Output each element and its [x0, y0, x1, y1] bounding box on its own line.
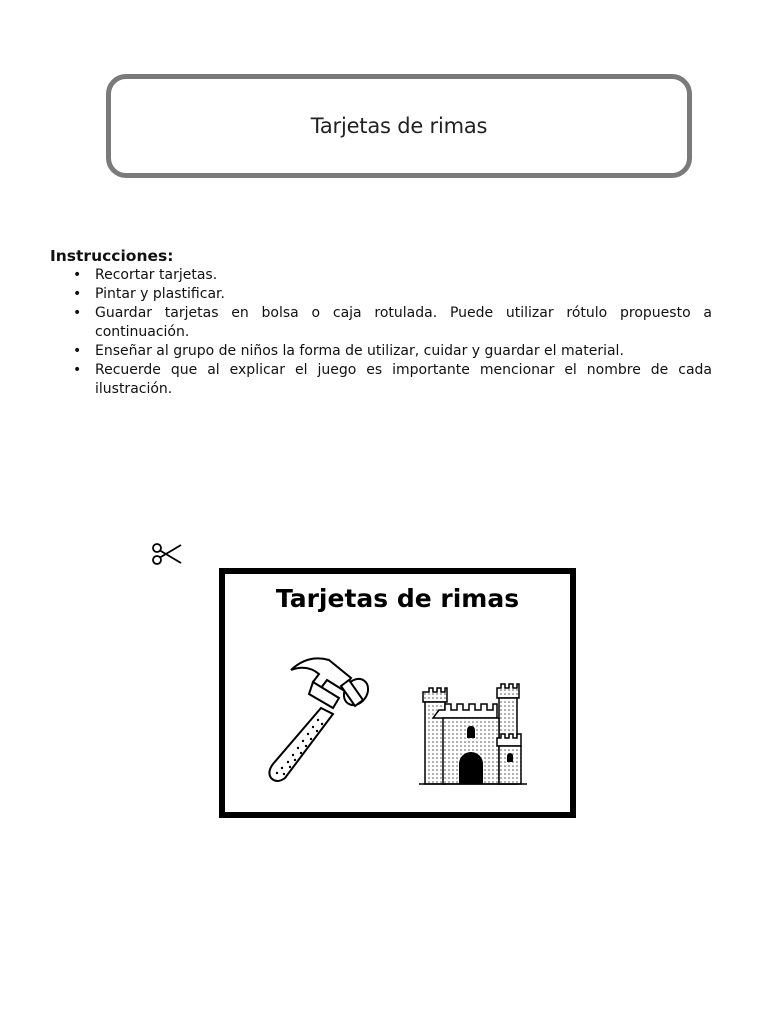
list-item: • Pintar y plastificar. [94, 285, 712, 304]
castle-icon [415, 680, 535, 790]
title-box [106, 74, 692, 178]
list-item: • Guardar tarjetas en bolsa o caja rotulada. Puede utilizar rótulo propuesto a continuación. [94, 304, 712, 342]
label-card [219, 568, 576, 818]
hammer-icon [263, 650, 373, 785]
list-item: • Recortar tarjetas. [94, 266, 712, 285]
list-item: • Enseñar al grupo de niños la forma de utilizar, cuidar y guardar el material. [94, 342, 712, 361]
instructions-list [50, 266, 712, 399]
instructions-heading: Instrucciones: [50, 247, 174, 265]
card-title: Tarjetas de rimas [275, 584, 520, 613]
instructions-section [50, 246, 712, 399]
page-title: Tarjetas de rimas [310, 114, 488, 138]
scissors-icon [151, 541, 183, 567]
list-item: • Recuerde que al explicar el juego es importante mencionar el nombre de cada ilustración. [94, 361, 712, 399]
